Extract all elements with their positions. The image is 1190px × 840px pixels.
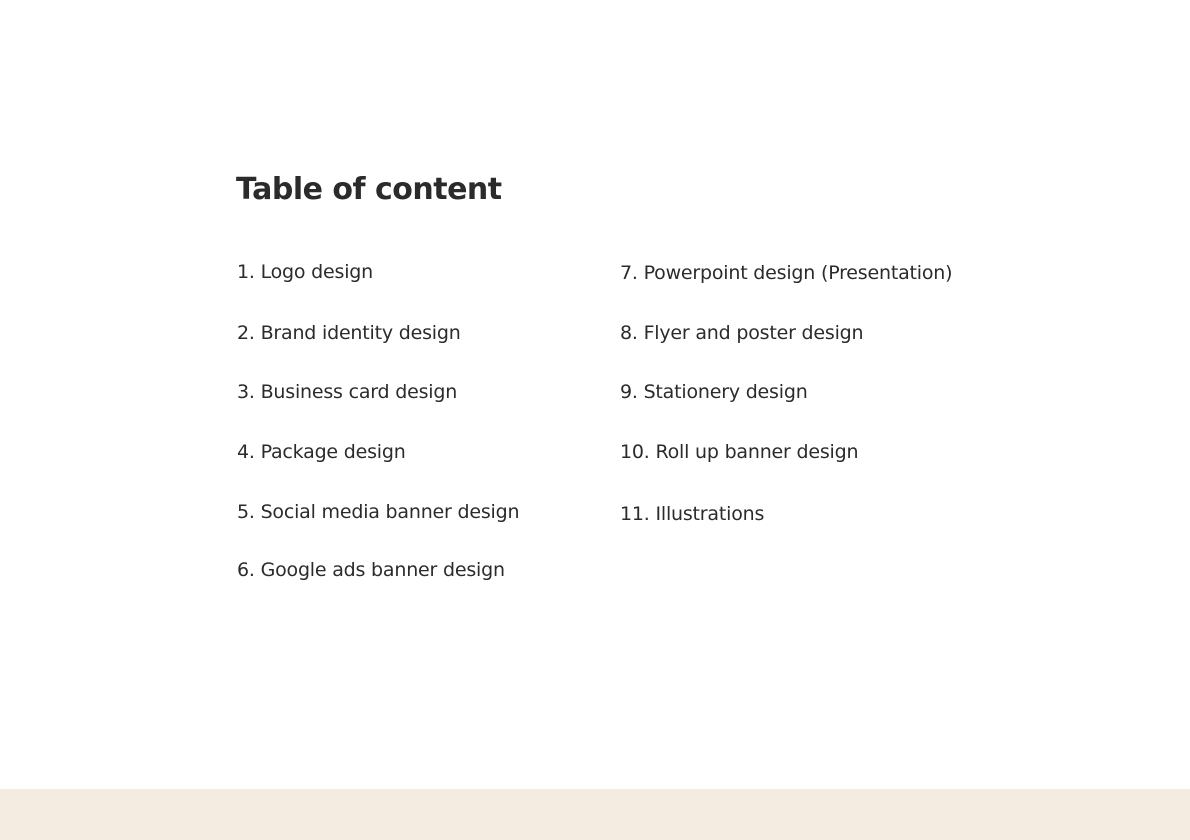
page-title: Table of content bbox=[236, 172, 502, 207]
toc-item-powerpoint-design: 7. Powerpoint design (Presentation) bbox=[620, 262, 953, 284]
toc-item-social-media-banner-design: 5. Social media banner design bbox=[237, 501, 520, 523]
toc-item-illustrations: 11. Illustrations bbox=[620, 503, 765, 525]
toc-item-brand-identity-design: 2. Brand identity design bbox=[237, 322, 461, 344]
toc-item-business-card-design: 3. Business card design bbox=[237, 381, 458, 403]
toc-item-stationery-design: 9. Stationery design bbox=[620, 381, 808, 403]
toc-item-google-ads-banner-design: 6. Google ads banner design bbox=[237, 559, 505, 581]
toc-item-flyer-poster-design: 8. Flyer and poster design bbox=[620, 322, 864, 344]
toc-item-roll-up-banner-design: 10. Roll up banner design bbox=[620, 441, 859, 463]
footer-band bbox=[0, 789, 1190, 840]
toc-item-logo-design: 1. Logo design bbox=[237, 261, 373, 283]
toc-item-package-design: 4. Package design bbox=[237, 441, 406, 463]
